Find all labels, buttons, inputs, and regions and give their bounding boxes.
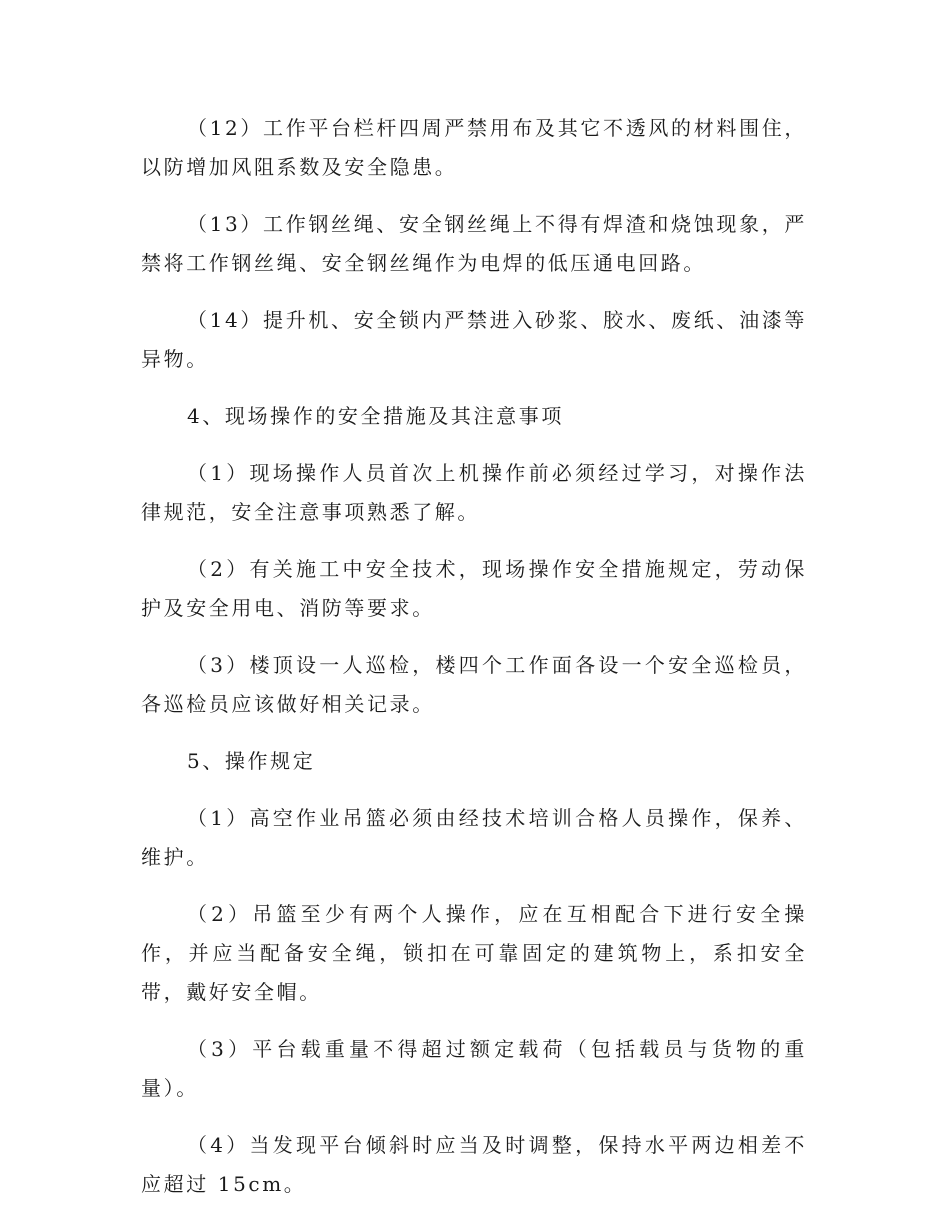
- paragraph-item-5-3: （3）平台载重量不得超过额定载荷（包括载员与货物的重量）。: [141, 1037, 807, 1100]
- paragraph-item-13: （13）工作钢丝绳、安全钢丝绳上不得有焊渣和烧蚀现象，严禁将工作钢丝绳、安全钢丝绳作为电焊的低压通电回路。: [141, 212, 807, 275]
- paragraph-item-12: （12）工作平台栏杆四周严禁用布及其它不透风的材料围住，以防增加风阻系数及安全隐患。: [141, 116, 807, 179]
- section-heading-5: 5、操作规定: [187, 749, 316, 773]
- paragraph-item-4-2: （2）有关施工中安全技术，现场操作安全措施规定，劳动保护及安全用电、消防等要求。: [141, 557, 807, 620]
- paragraph-item-5-2: （2）吊篮至少有两个人操作，应在互相配合下进行安全操作，并应当配备安全绳，锁扣在可靠固定的建筑物上，系扣安全带，戴好安全帽。: [141, 902, 807, 1004]
- paragraph-item-4-3: （3）楼顶设一人巡检，楼四个工作面各设一个安全巡检员，各巡检员应该做好相关记录。: [141, 653, 807, 716]
- paragraph-item-5-4: （4）当发现平台倾斜时应当及时调整，保持水平两边相差不应超过 15cm。: [141, 1133, 807, 1196]
- section-heading-4: 4、现场操作的安全措施及其注意事项: [187, 404, 564, 428]
- paragraph-item-4-1: （1）现场操作人员首次上机操作前必须经过学习，对操作法律规范，安全注意事项熟悉了解。: [141, 461, 807, 524]
- paragraph-item-14: （14）提升机、安全锁内严禁进入砂浆、胶水、废纸、油漆等异物。: [141, 308, 807, 371]
- paragraph-item-5-1: （1）高空作业吊篮必须由经技术培训合格人员操作，保养、维护。: [141, 806, 807, 869]
- document-body: [141, 109, 807, 1222]
